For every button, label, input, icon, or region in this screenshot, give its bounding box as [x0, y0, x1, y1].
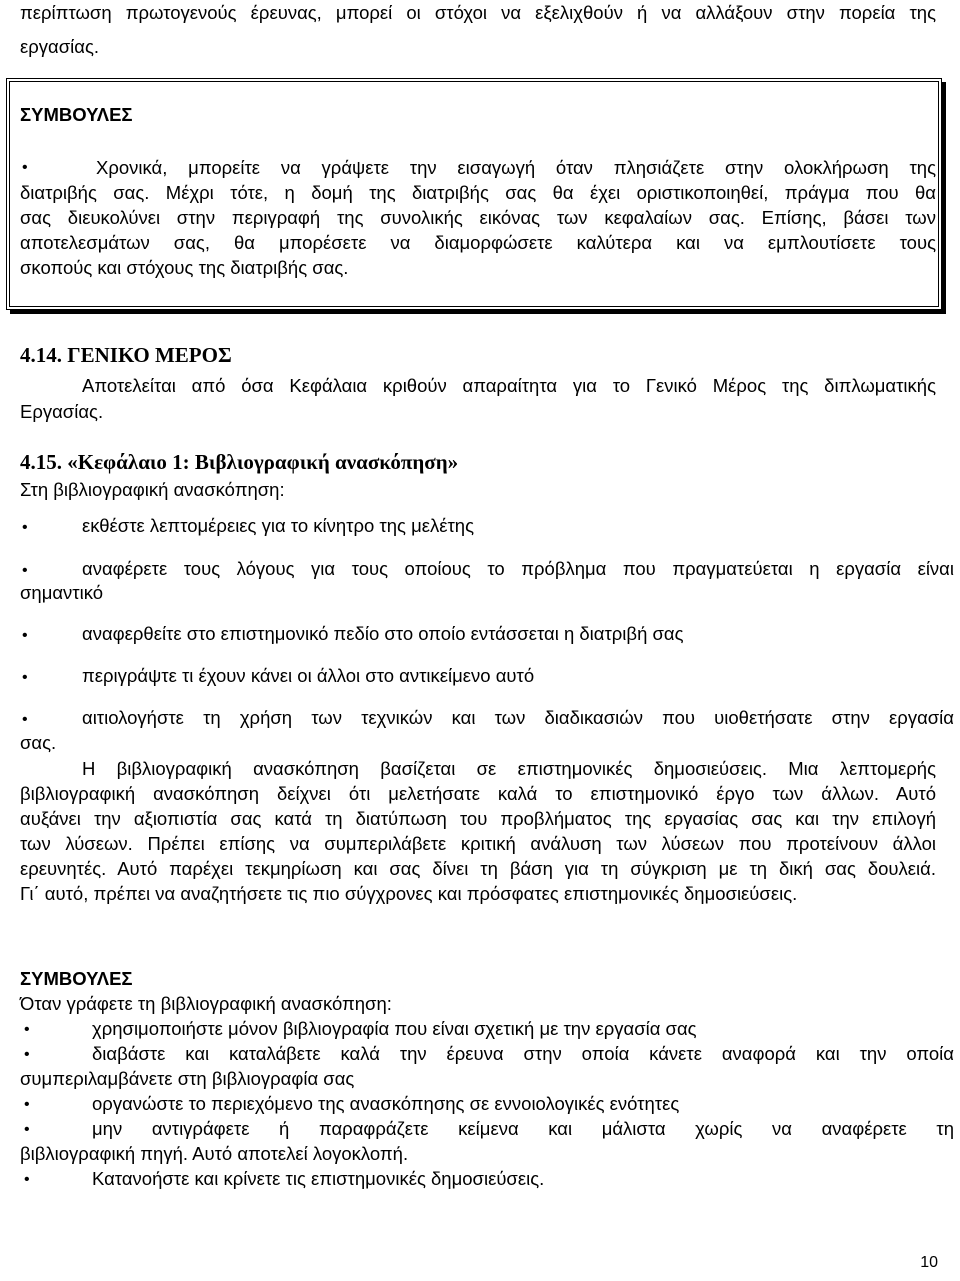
body-text-line: περίπτωση πρωτογενούς έρευνας, μπορεί οι στόχοι να εξελιχθούν ή να αλλάξουν στην πορεία της — [20, 2, 936, 23]
list-item: αιτιολογήστε τη χρήση των τεχνικών και των διαδικασιών που υιοθετήσατε στην εργασία — [82, 707, 954, 728]
paragraph-line: αυξάνει την αξιοπιστία σας κατά τη διατύπωση του προβλήματος της εργασίας σας και την επιλογή — [20, 808, 936, 829]
list-item: χρησιμοποιήστε μόνον βιβλιογραφία που είναι σχετική με την εργασία σας — [92, 1018, 697, 1039]
list-item: διαβάστε και καταλάβετε καλά την έρευνα στην οποία κάνετε αναφορά και την οποία — [92, 1043, 954, 1064]
tips-heading: ΣΥΜΒΟΥΛΕΣ — [20, 968, 133, 989]
list-item-continued: βιβλιογραφική πηγή. Αυτό αποτελεί λογοκλοπή. — [20, 1143, 409, 1164]
tips-text-line: αποτελεσμάτων σας, θα μπορέσετε να διαμορφώσετε καλύτερα και να εμπλουτίσετε τους — [20, 232, 936, 253]
bullet-icon: • — [22, 562, 28, 579]
list-item: αναφέρετε τους λόγους για τους οποίους το πρόβλημα που πραγματεύεται η εργασία είναι — [82, 558, 954, 579]
list-item: περιγράψτε τι έχουν κάνει οι άλλοι στο αντικείμενο αυτό — [82, 665, 535, 686]
bullet-icon: • — [24, 1121, 30, 1138]
section-intro: Στη βιβλιογραφική ανασκόπηση: — [20, 479, 285, 500]
tips-text-line: σκοπούς και στόχους της διατριβής σας. — [20, 257, 349, 278]
section-heading-4-15: 4.15. «Κεφάλαιο 1: Βιβλιογραφική ανασκόπηση» — [20, 450, 459, 474]
list-item: μην αντιγράφετε ή παραφράζετε κείμενα και μάλιστα χωρίς να αναφέρετε τη — [92, 1118, 954, 1139]
bullet-icon: • — [24, 1171, 30, 1188]
bullet-icon: • — [22, 669, 28, 686]
tips-text-line: διατριβής σας. Μέχρι τότε, η δομή της διατριβής σας θα έχει οριστικοποιηθεί, πράγμα που θα — [20, 182, 936, 203]
body-text-line: Αποτελείται από όσα Κεφάλαια κριθούν απαραίτητα για το Γενικό Μέρος της διπλωματικής — [82, 375, 936, 396]
tips-heading: ΣΥΜΒΟΥΛΕΣ — [20, 104, 133, 125]
page-number: 10 — [920, 1254, 938, 1271]
bullet-icon: • — [22, 627, 28, 644]
paragraph-line: Γι΄ αυτό, πρέπει να αναζητήσετε τις πιο σύγχρονες και πρόσφατες επιστημονικές δημοσιεύσεις. — [20, 883, 798, 904]
paragraph-line: Η βιβλιογραφική ανασκόπηση βασίζεται σε επιστημονικές δημοσιεύσεις. Μια λεπτομερής — [82, 758, 936, 779]
list-item-continued: σημαντικό — [20, 582, 104, 603]
bullet-icon: • — [24, 1046, 30, 1063]
body-text-line: Εργασίας. — [20, 401, 104, 422]
list-item: αναφερθείτε στο επιστημονικό πεδίο στο οποίο εντάσσεται η διατριβή σας — [82, 623, 684, 644]
bullet-icon: • — [24, 1096, 30, 1113]
paragraph-line: των λύσεων. Πρέπει επίσης να συμπεριλάβετε κριτική ανάλυση των λύσεων που προτείνουν άλλοι — [20, 833, 936, 854]
tips-text-line: σας διευκολύνει στην περιγραφή της συνολικής εικόνας των κεφαλαίων σας. Επίσης, βάσει των — [20, 207, 936, 228]
list-item-continued: συμπεριλαμβάνετε στη βιβλιογραφία σας — [20, 1068, 355, 1089]
tips-text-line: Χρονικά, μπορείτε να γράψετε την εισαγωγή όταν πλησιάζετε στην ολοκλήρωση της — [96, 157, 936, 178]
bullet-icon: • — [22, 711, 28, 728]
paragraph-line: ερευνητές. Αυτό παρέχει τεκμηρίωση και σας δίνει τη βάση για τη σύγκριση με τη δική σας δουλειά. — [20, 858, 936, 879]
list-item: Κατανοήστε και κρίνετε τις επιστημονικές δημοσιεύσεις. — [92, 1168, 545, 1189]
bullet-icon: • — [24, 1021, 30, 1038]
tips-intro: Όταν γράφετε τη βιβλιογραφική ανασκόπηση: — [20, 993, 392, 1014]
list-item: εκθέστε λεπτομέρειες για το κίνητρο της μελέτης — [82, 515, 475, 536]
body-text-line: εργασίας. — [20, 36, 99, 57]
paragraph-line: βιβλιογραφική ανασκόπηση δείχνει ότι μελετήσατε καλά το επιστημονικό έργο των άλλων. Αυτό — [20, 783, 936, 804]
list-item: οργανώστε το περιεχόμενο της ανασκόπησης σε εννοιολογικές ενότητες — [92, 1093, 680, 1114]
list-item-continued: σας. — [20, 732, 57, 753]
bullet-icon: • — [22, 159, 28, 176]
bullet-icon: • — [22, 519, 28, 536]
section-heading-4-14: 4.14. ΓΕΝΙΚΟ ΜΕΡΟΣ — [20, 343, 232, 367]
